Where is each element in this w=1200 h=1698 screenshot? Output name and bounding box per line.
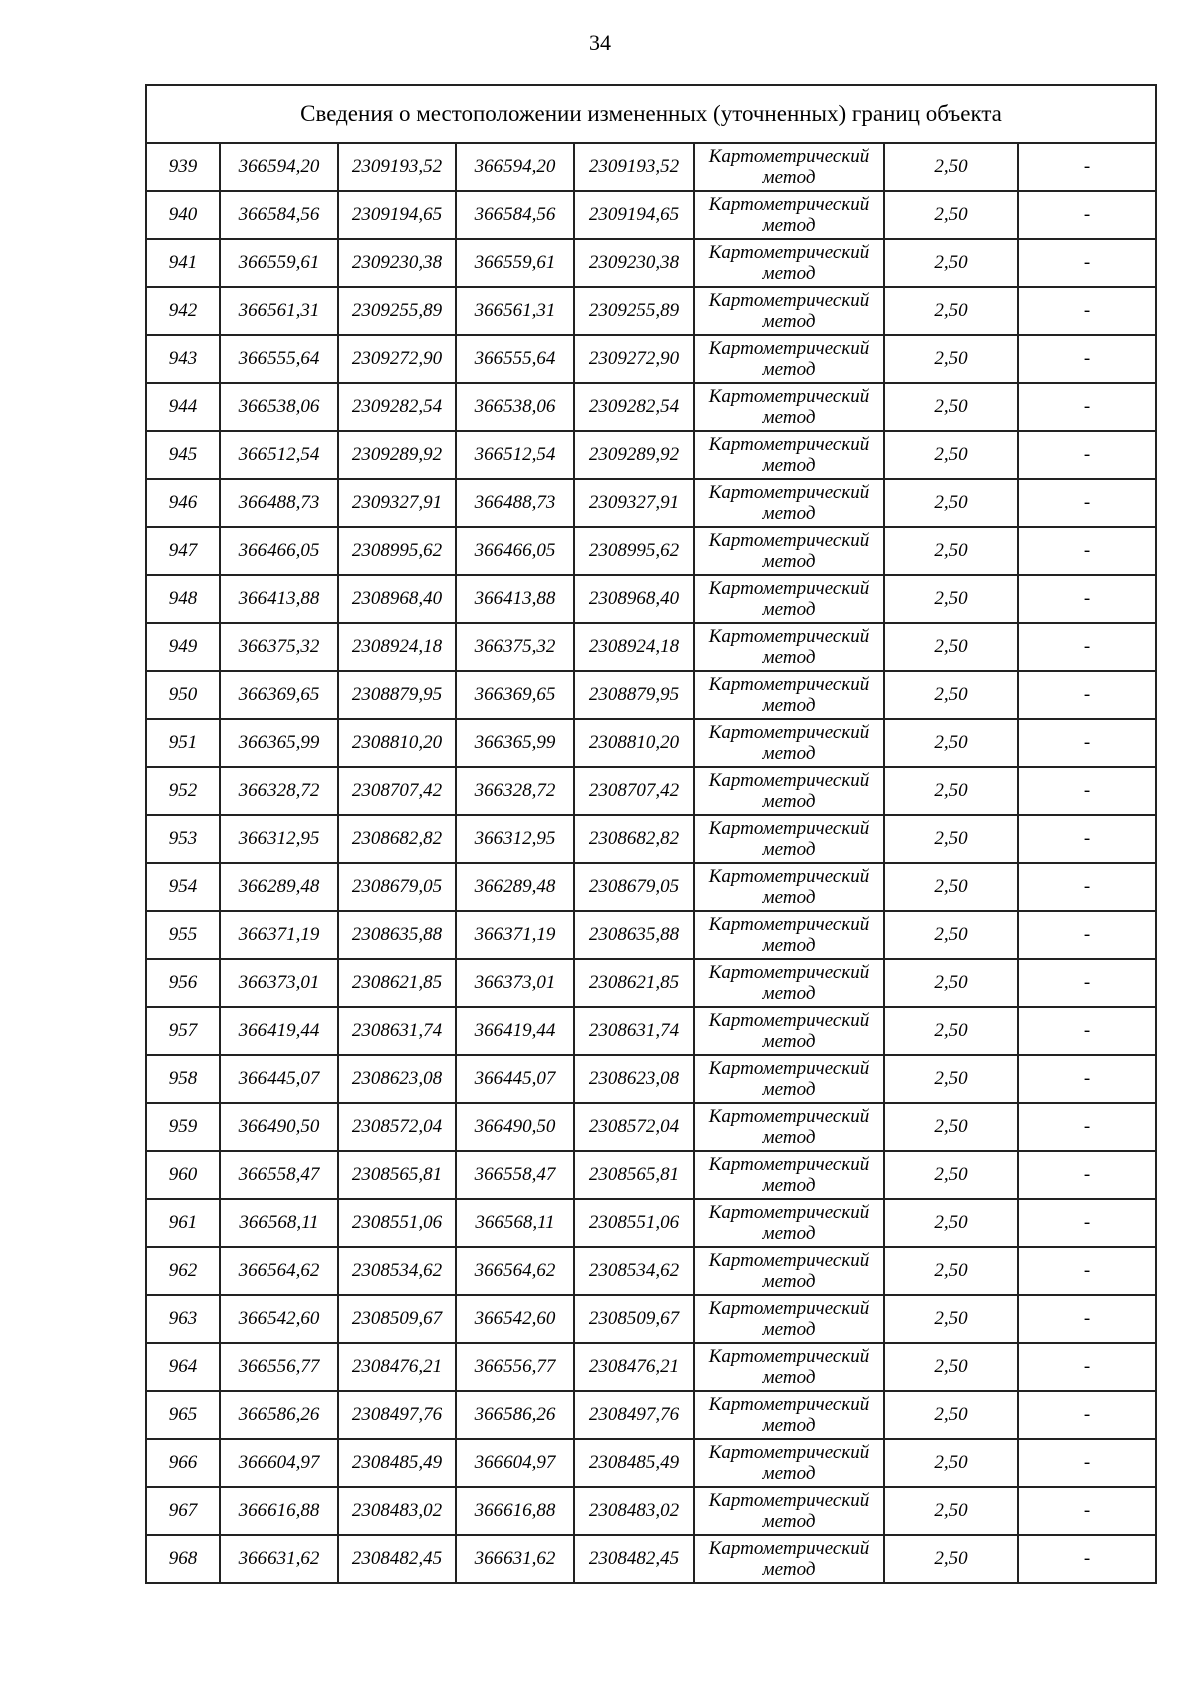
table-row: [146, 1535, 1156, 1583]
existing-x-cell: 366616,88: [220, 1487, 338, 1535]
refined-y-cell: 2308534,62: [574, 1247, 694, 1295]
table-row: [146, 863, 1156, 911]
existing-x-cell: 366312,95: [220, 815, 338, 863]
refined-y-cell: 2308482,45: [574, 1535, 694, 1583]
refined-y-cell: 2308707,42: [574, 767, 694, 815]
method-cell: Картометрический метод: [694, 383, 884, 431]
refined-x-cell: 366604,97: [456, 1439, 574, 1487]
refined-x-cell: 366413,88: [456, 575, 574, 623]
method-cell: Картометрический метод: [694, 479, 884, 527]
point-number-cell: 945: [146, 431, 220, 479]
method-cell: Картометрический метод: [694, 767, 884, 815]
refined-x-cell: 366373,01: [456, 959, 574, 1007]
accuracy-cell: 2,50: [884, 1199, 1018, 1247]
table-row: [146, 1343, 1156, 1391]
table-row: [146, 575, 1156, 623]
refined-x-cell: 366419,44: [456, 1007, 574, 1055]
description-cell: -: [1018, 1247, 1156, 1295]
existing-y-cell: 2309230,38: [338, 239, 456, 287]
refined-y-cell: 2308572,04: [574, 1103, 694, 1151]
point-number-cell: 962: [146, 1247, 220, 1295]
refined-y-cell: 2308483,02: [574, 1487, 694, 1535]
table-row: [146, 1247, 1156, 1295]
existing-y-cell: 2308497,76: [338, 1391, 456, 1439]
description-cell: -: [1018, 1535, 1156, 1583]
refined-x-cell: 366616,88: [456, 1487, 574, 1535]
table-row: [146, 671, 1156, 719]
existing-y-cell: 2308565,81: [338, 1151, 456, 1199]
description-cell: -: [1018, 1295, 1156, 1343]
description-cell: -: [1018, 479, 1156, 527]
description-cell: -: [1018, 1487, 1156, 1535]
method-cell: Картометрический метод: [694, 191, 884, 239]
method-cell: Картометрический метод: [694, 671, 884, 719]
refined-y-cell: 2308968,40: [574, 575, 694, 623]
existing-y-cell: 2308995,62: [338, 527, 456, 575]
point-number-cell: 963: [146, 1295, 220, 1343]
refined-x-cell: 366561,31: [456, 287, 574, 335]
point-number-cell: 960: [146, 1151, 220, 1199]
table-row: [146, 239, 1156, 287]
refined-x-cell: 366584,56: [456, 191, 574, 239]
existing-y-cell: 2309272,90: [338, 335, 456, 383]
accuracy-cell: 2,50: [884, 575, 1018, 623]
refined-y-cell: 2308621,85: [574, 959, 694, 1007]
accuracy-cell: 2,50: [884, 815, 1018, 863]
refined-y-cell: 2309230,38: [574, 239, 694, 287]
existing-x-cell: 366490,50: [220, 1103, 338, 1151]
accuracy-cell: 2,50: [884, 1391, 1018, 1439]
point-number-cell: 948: [146, 575, 220, 623]
description-cell: -: [1018, 671, 1156, 719]
refined-y-cell: 2308682,82: [574, 815, 694, 863]
accuracy-cell: 2,50: [884, 143, 1018, 191]
point-number-cell: 967: [146, 1487, 220, 1535]
existing-x-cell: 366445,07: [220, 1055, 338, 1103]
existing-x-cell: 366538,06: [220, 383, 338, 431]
existing-x-cell: 366371,19: [220, 911, 338, 959]
accuracy-cell: 2,50: [884, 623, 1018, 671]
method-cell: Картометрический метод: [694, 1343, 884, 1391]
table-row: [146, 1487, 1156, 1535]
refined-y-cell: 2308565,81: [574, 1151, 694, 1199]
refined-x-cell: 366466,05: [456, 527, 574, 575]
existing-y-cell: 2309289,92: [338, 431, 456, 479]
existing-y-cell: 2308509,67: [338, 1295, 456, 1343]
accuracy-cell: 2,50: [884, 287, 1018, 335]
refined-x-cell: 366371,19: [456, 911, 574, 959]
existing-x-cell: 366559,61: [220, 239, 338, 287]
existing-x-cell: 366564,62: [220, 1247, 338, 1295]
accuracy-cell: 2,50: [884, 239, 1018, 287]
refined-y-cell: 2309194,65: [574, 191, 694, 239]
description-cell: -: [1018, 431, 1156, 479]
table-row: [146, 911, 1156, 959]
refined-y-cell: 2308551,06: [574, 1199, 694, 1247]
refined-y-cell: 2308476,21: [574, 1343, 694, 1391]
existing-x-cell: 366631,62: [220, 1535, 338, 1583]
method-cell: Картометрический метод: [694, 1103, 884, 1151]
refined-x-cell: 366490,50: [456, 1103, 574, 1151]
description-cell: -: [1018, 575, 1156, 623]
existing-y-cell: 2308485,49: [338, 1439, 456, 1487]
refined-x-cell: 366556,77: [456, 1343, 574, 1391]
point-number-cell: 959: [146, 1103, 220, 1151]
point-number-cell: 943: [146, 335, 220, 383]
table-title: Сведения о местоположении измененных (уточненных) границ объекта: [146, 85, 1156, 143]
refined-y-cell: 2309272,90: [574, 335, 694, 383]
method-cell: Картометрический метод: [694, 1487, 884, 1535]
method-cell: Картометрический метод: [694, 431, 884, 479]
accuracy-cell: 2,50: [884, 191, 1018, 239]
description-cell: -: [1018, 623, 1156, 671]
accuracy-cell: 2,50: [884, 479, 1018, 527]
point-number-cell: 951: [146, 719, 220, 767]
refined-x-cell: 366538,06: [456, 383, 574, 431]
point-number-cell: 947: [146, 527, 220, 575]
description-cell: -: [1018, 1055, 1156, 1103]
accuracy-cell: 2,50: [884, 1439, 1018, 1487]
accuracy-cell: 2,50: [884, 911, 1018, 959]
existing-x-cell: 366373,01: [220, 959, 338, 1007]
table-row: [146, 431, 1156, 479]
method-cell: Картометрический метод: [694, 1295, 884, 1343]
existing-y-cell: 2309255,89: [338, 287, 456, 335]
existing-x-cell: 366556,77: [220, 1343, 338, 1391]
point-number-cell: 958: [146, 1055, 220, 1103]
method-cell: Картометрический метод: [694, 1535, 884, 1583]
page-number: 34: [589, 30, 611, 55]
existing-y-cell: 2308482,45: [338, 1535, 456, 1583]
method-cell: Картометрический метод: [694, 815, 884, 863]
existing-x-cell: 366586,26: [220, 1391, 338, 1439]
description-cell: -: [1018, 335, 1156, 383]
point-number-cell: 953: [146, 815, 220, 863]
existing-y-cell: 2309194,65: [338, 191, 456, 239]
point-number-cell: 954: [146, 863, 220, 911]
description-cell: -: [1018, 815, 1156, 863]
existing-y-cell: 2308635,88: [338, 911, 456, 959]
refined-y-cell: 2308924,18: [574, 623, 694, 671]
table-row: [146, 1295, 1156, 1343]
refined-x-cell: 366564,62: [456, 1247, 574, 1295]
method-cell: Картометрический метод: [694, 1007, 884, 1055]
method-cell: Картометрический метод: [694, 1247, 884, 1295]
refined-y-cell: 2308623,08: [574, 1055, 694, 1103]
refined-y-cell: 2308497,76: [574, 1391, 694, 1439]
point-number-cell: 957: [146, 1007, 220, 1055]
refined-y-cell: 2309255,89: [574, 287, 694, 335]
table-row: [146, 1103, 1156, 1151]
refined-y-cell: 2308879,95: [574, 671, 694, 719]
method-cell: Картометрический метод: [694, 623, 884, 671]
table-row: [146, 1391, 1156, 1439]
point-number-cell: 964: [146, 1343, 220, 1391]
accuracy-cell: 2,50: [884, 719, 1018, 767]
existing-x-cell: 366413,88: [220, 575, 338, 623]
existing-y-cell: 2308968,40: [338, 575, 456, 623]
description-cell: -: [1018, 383, 1156, 431]
existing-x-cell: 366466,05: [220, 527, 338, 575]
method-cell: Картометрический метод: [694, 719, 884, 767]
description-cell: -: [1018, 191, 1156, 239]
existing-x-cell: 366328,72: [220, 767, 338, 815]
refined-x-cell: 366631,62: [456, 1535, 574, 1583]
existing-y-cell: 2308682,82: [338, 815, 456, 863]
method-cell: Картометрический метод: [694, 1439, 884, 1487]
description-cell: -: [1018, 767, 1156, 815]
description-cell: -: [1018, 959, 1156, 1007]
method-cell: Картометрический метод: [694, 863, 884, 911]
method-cell: Картометрический метод: [694, 143, 884, 191]
point-number-cell: 946: [146, 479, 220, 527]
point-number-cell: 961: [146, 1199, 220, 1247]
existing-y-cell: 2308572,04: [338, 1103, 456, 1151]
existing-x-cell: 366561,31: [220, 287, 338, 335]
existing-x-cell: 366568,11: [220, 1199, 338, 1247]
existing-y-cell: 2309193,52: [338, 143, 456, 191]
method-cell: Картометрический метод: [694, 959, 884, 1007]
accuracy-cell: 2,50: [884, 335, 1018, 383]
accuracy-cell: 2,50: [884, 1295, 1018, 1343]
method-cell: Картометрический метод: [694, 287, 884, 335]
accuracy-cell: 2,50: [884, 1343, 1018, 1391]
refined-x-cell: 366375,32: [456, 623, 574, 671]
refined-x-cell: 366542,60: [456, 1295, 574, 1343]
table-row: [146, 1055, 1156, 1103]
refined-x-cell: 366312,95: [456, 815, 574, 863]
method-cell: Картометрический метод: [694, 575, 884, 623]
table-row: [146, 767, 1156, 815]
existing-x-cell: 366289,48: [220, 863, 338, 911]
refined-x-cell: 366568,11: [456, 1199, 574, 1247]
existing-y-cell: 2308924,18: [338, 623, 456, 671]
point-number-cell: 940: [146, 191, 220, 239]
existing-x-cell: 366369,65: [220, 671, 338, 719]
refined-x-cell: 366586,26: [456, 1391, 574, 1439]
refined-x-cell: 366488,73: [456, 479, 574, 527]
existing-x-cell: 366558,47: [220, 1151, 338, 1199]
point-number-cell: 949: [146, 623, 220, 671]
description-cell: -: [1018, 287, 1156, 335]
refined-x-cell: 366559,61: [456, 239, 574, 287]
refined-y-cell: 2308679,05: [574, 863, 694, 911]
table-header-row: [146, 85, 1156, 143]
description-cell: -: [1018, 1343, 1156, 1391]
refined-x-cell: 366558,47: [456, 1151, 574, 1199]
point-number-cell: 941: [146, 239, 220, 287]
accuracy-cell: 2,50: [884, 671, 1018, 719]
refined-x-cell: 366369,65: [456, 671, 574, 719]
accuracy-cell: 2,50: [884, 431, 1018, 479]
existing-x-cell: 366542,60: [220, 1295, 338, 1343]
description-cell: -: [1018, 1103, 1156, 1151]
accuracy-cell: 2,50: [884, 959, 1018, 1007]
method-cell: Картометрический метод: [694, 1151, 884, 1199]
accuracy-cell: 2,50: [884, 1151, 1018, 1199]
refined-y-cell: 2308635,88: [574, 911, 694, 959]
table-row: [146, 383, 1156, 431]
refined-y-cell: 2309282,54: [574, 383, 694, 431]
refined-x-cell: 366512,54: [456, 431, 574, 479]
boundary-coordinates-table: [145, 84, 1157, 1584]
accuracy-cell: 2,50: [884, 1103, 1018, 1151]
existing-x-cell: 366584,56: [220, 191, 338, 239]
description-cell: -: [1018, 143, 1156, 191]
refined-x-cell: 366555,64: [456, 335, 574, 383]
table-row: [146, 815, 1156, 863]
existing-x-cell: 366604,97: [220, 1439, 338, 1487]
existing-y-cell: 2308679,05: [338, 863, 456, 911]
existing-x-cell: 366375,32: [220, 623, 338, 671]
point-number-cell: 944: [146, 383, 220, 431]
method-cell: Картометрический метод: [694, 527, 884, 575]
accuracy-cell: 2,50: [884, 1535, 1018, 1583]
table-row: [146, 191, 1156, 239]
existing-x-cell: 366488,73: [220, 479, 338, 527]
existing-y-cell: 2309327,91: [338, 479, 456, 527]
existing-y-cell: 2308534,62: [338, 1247, 456, 1295]
table-row: [146, 287, 1156, 335]
table-row: [146, 479, 1156, 527]
point-number-cell: 956: [146, 959, 220, 1007]
accuracy-cell: 2,50: [884, 1007, 1018, 1055]
accuracy-cell: 2,50: [884, 527, 1018, 575]
description-cell: -: [1018, 1151, 1156, 1199]
point-number-cell: 942: [146, 287, 220, 335]
accuracy-cell: 2,50: [884, 383, 1018, 431]
refined-y-cell: 2308485,49: [574, 1439, 694, 1487]
table-row: [146, 959, 1156, 1007]
existing-y-cell: 2308483,02: [338, 1487, 456, 1535]
existing-x-cell: 366365,99: [220, 719, 338, 767]
existing-y-cell: 2308476,21: [338, 1343, 456, 1391]
point-number-cell: 966: [146, 1439, 220, 1487]
method-cell: Картометрический метод: [694, 1055, 884, 1103]
existing-y-cell: 2308707,42: [338, 767, 456, 815]
existing-x-cell: 366512,54: [220, 431, 338, 479]
existing-y-cell: 2308879,95: [338, 671, 456, 719]
description-cell: -: [1018, 1007, 1156, 1055]
table-row: [146, 1199, 1156, 1247]
point-number-cell: 950: [146, 671, 220, 719]
table-row: [146, 1151, 1156, 1199]
description-cell: -: [1018, 1439, 1156, 1487]
table-row: [146, 1007, 1156, 1055]
table-row: [146, 623, 1156, 671]
table-row: [146, 719, 1156, 767]
refined-x-cell: 366594,20: [456, 143, 574, 191]
refined-x-cell: 366365,99: [456, 719, 574, 767]
point-number-cell: 968: [146, 1535, 220, 1583]
accuracy-cell: 2,50: [884, 1487, 1018, 1535]
table-row: [146, 1439, 1156, 1487]
description-cell: -: [1018, 1199, 1156, 1247]
description-cell: -: [1018, 911, 1156, 959]
description-cell: -: [1018, 1391, 1156, 1439]
existing-x-cell: 366555,64: [220, 335, 338, 383]
method-cell: Картометрический метод: [694, 1391, 884, 1439]
accuracy-cell: 2,50: [884, 767, 1018, 815]
existing-x-cell: 366419,44: [220, 1007, 338, 1055]
refined-x-cell: 366445,07: [456, 1055, 574, 1103]
refined-y-cell: 2308631,74: [574, 1007, 694, 1055]
method-cell: Картометрический метод: [694, 1199, 884, 1247]
refined-x-cell: 366328,72: [456, 767, 574, 815]
existing-y-cell: 2308810,20: [338, 719, 456, 767]
existing-y-cell: 2308621,85: [338, 959, 456, 1007]
existing-y-cell: 2308631,74: [338, 1007, 456, 1055]
table-row: [146, 335, 1156, 383]
refined-y-cell: 2309327,91: [574, 479, 694, 527]
table-row: [146, 527, 1156, 575]
refined-y-cell: 2308810,20: [574, 719, 694, 767]
point-number-cell: 952: [146, 767, 220, 815]
description-cell: -: [1018, 719, 1156, 767]
existing-y-cell: 2309282,54: [338, 383, 456, 431]
refined-x-cell: 366289,48: [456, 863, 574, 911]
description-cell: -: [1018, 863, 1156, 911]
description-cell: -: [1018, 527, 1156, 575]
point-number-cell: 939: [146, 143, 220, 191]
method-cell: Картометрический метод: [694, 335, 884, 383]
refined-y-cell: 2308995,62: [574, 527, 694, 575]
accuracy-cell: 2,50: [884, 1055, 1018, 1103]
point-number-cell: 965: [146, 1391, 220, 1439]
method-cell: Картометрический метод: [694, 239, 884, 287]
point-number-cell: 955: [146, 911, 220, 959]
existing-y-cell: 2308551,06: [338, 1199, 456, 1247]
description-cell: -: [1018, 239, 1156, 287]
accuracy-cell: 2,50: [884, 1247, 1018, 1295]
table-row: [146, 143, 1156, 191]
existing-y-cell: 2308623,08: [338, 1055, 456, 1103]
refined-y-cell: 2308509,67: [574, 1295, 694, 1343]
refined-y-cell: 2309193,52: [574, 143, 694, 191]
method-cell: Картометрический метод: [694, 911, 884, 959]
existing-x-cell: 366594,20: [220, 143, 338, 191]
accuracy-cell: 2,50: [884, 863, 1018, 911]
refined-y-cell: 2309289,92: [574, 431, 694, 479]
